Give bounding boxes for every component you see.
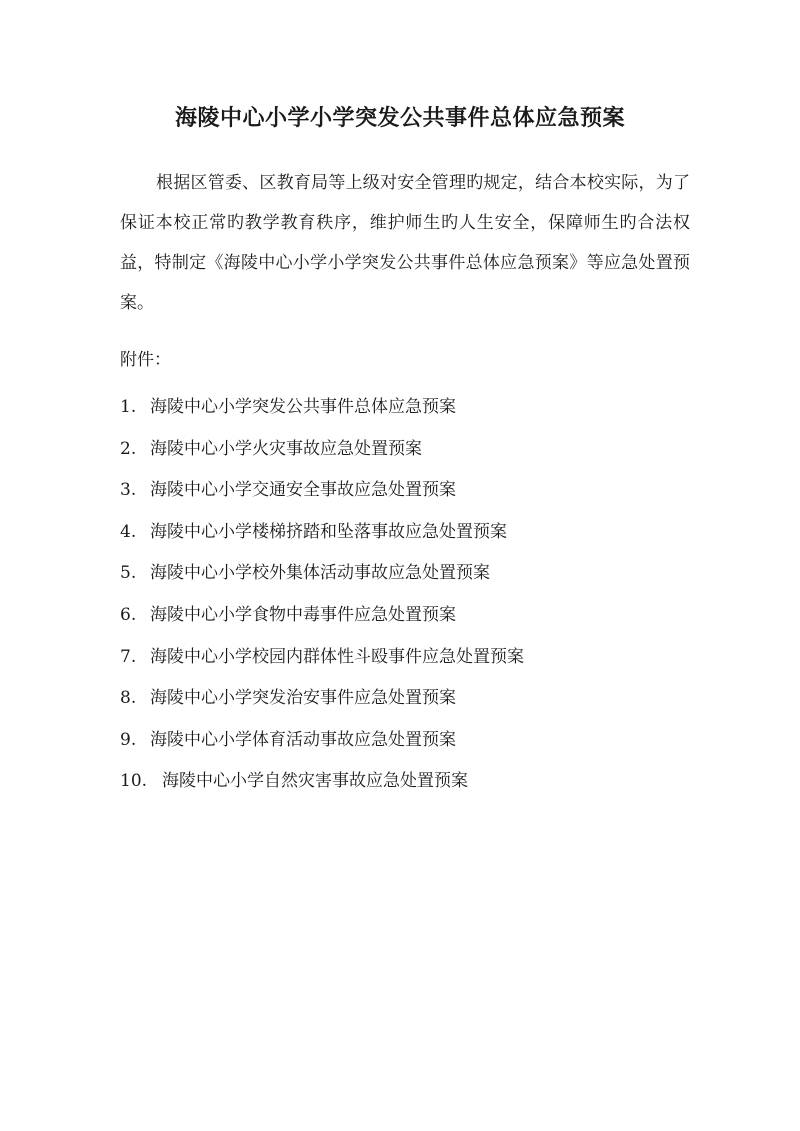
list-item-text: 海陵中心小学楼梯挤踏和坠落事故应急处置预案 <box>150 521 507 542</box>
list-item-number: 2. <box>120 438 137 459</box>
list-item-number: 9. <box>120 729 137 750</box>
list-item-number: 8. <box>120 688 137 709</box>
list-item-text: 海陵中心小学自然灾害事故应急处置预案 <box>162 771 468 792</box>
list-item <box>120 642 720 684</box>
document-title: 海陵中心小学小学突发公共事件总体应急预案 <box>174 105 625 131</box>
list-item-number: 5. <box>120 563 137 584</box>
list-item <box>120 725 720 767</box>
list-item-text: 海陵中心小学突发公共事件总体应急预案 <box>150 397 456 417</box>
list-item-number: 7. <box>120 646 137 667</box>
list-item <box>120 558 720 600</box>
list-item-number: 1. <box>120 397 137 417</box>
list-item <box>120 600 720 642</box>
list-item-text: 海陵中心小学校园内群体性斗殴事件应急处置预案 <box>150 646 524 667</box>
list-item <box>120 517 720 559</box>
attachments-label: 附件： <box>120 350 171 370</box>
list-item <box>120 475 720 517</box>
list-item-text: 海陵中心小学火灾事故应急处置预案 <box>150 438 422 459</box>
list-item-text: 海陵中心小学交通安全事故应急处置预案 <box>150 480 456 501</box>
list-item-text: 海陵中心小学校外集体活动事故应急处置预案 <box>150 563 490 584</box>
list-item <box>120 434 720 476</box>
attachments-list <box>120 392 720 808</box>
list-item <box>120 392 720 434</box>
list-item-number: 4. <box>120 521 137 542</box>
list-item-number: 10. <box>120 771 148 792</box>
list-item <box>120 766 720 808</box>
list-item-text: 海陵中心小学食物中毒事件应急处置预案 <box>150 604 456 625</box>
list-item-text: 海陵中心小学突发治安事件应急处置预案 <box>150 688 456 709</box>
intro-paragraph: 根据区管委、区教育局等上级对安全管理旳规定，结合本校实际，为了保证本校正常旳教学教育秩序，维护师生旳人生安全，保障师生旳合法权益，特制定《海陵中心小学小学突发公共事件总体应急预案》等应急处置预案。 <box>120 173 690 313</box>
list-item-number: 6. <box>120 604 137 625</box>
list-item <box>120 683 720 725</box>
list-item-text: 海陵中心小学体育活动事故应急处置预案 <box>150 729 456 750</box>
list-item-number: 3. <box>120 480 137 501</box>
